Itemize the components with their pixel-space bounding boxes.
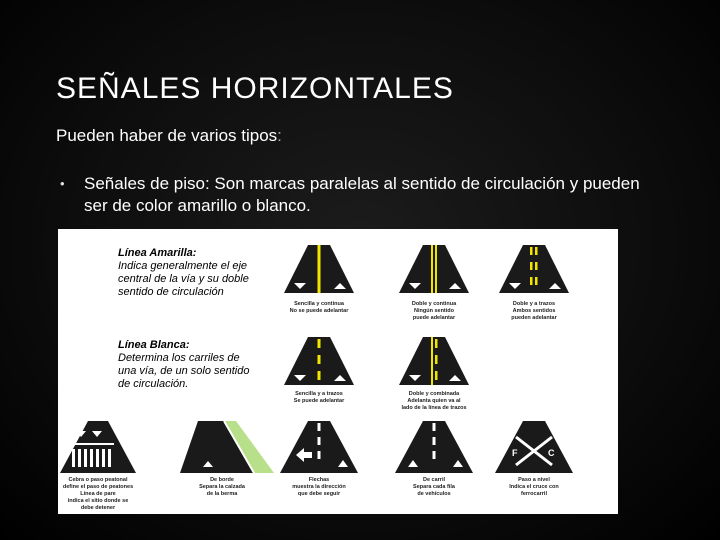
caption-line: Doble y combinada — [408, 391, 460, 397]
caption-group — [63, 301, 560, 511]
road-markings-figure — [58, 229, 618, 514]
caption-line: De borde — [210, 477, 234, 483]
caption-line: muestra la dirección — [292, 484, 346, 490]
blanca-title: Línea Blanca: — [118, 339, 190, 351]
subtitle-text: Pueden haber de varios tipos — [56, 126, 278, 145]
caption-line: Sencilla y continua — [294, 301, 344, 307]
caption-line: Paso a nivel — [518, 477, 550, 483]
caption-line: Cebra o paso peatonal — [68, 477, 128, 483]
caption-line: que debe seguir — [297, 491, 341, 497]
caption-line: ferrocarril — [521, 491, 547, 497]
amarilla-line-1: Indica generalmente el eje — [118, 260, 248, 272]
amarilla-line-2: central de la vía y su doble — [118, 273, 249, 285]
rr-letter-c: C — [548, 448, 555, 458]
caption-line: Se puede adelantar — [293, 398, 345, 404]
caption-line: De carril — [422, 477, 446, 483]
caption-line: Doble y a trazos — [512, 301, 556, 307]
caption-line: Doble y continua — [411, 301, 457, 307]
caption-line: Ningún sentido — [413, 308, 455, 314]
road-railway-crossing — [495, 421, 573, 473]
caption-line: lado de la línea de trazos — [401, 405, 467, 411]
amarilla-line-3: sentido de circulación — [118, 286, 224, 298]
caption-line: puede adelantar — [412, 315, 456, 321]
road-markings-illustration — [58, 229, 618, 514]
caption-line: indica el sitio donde se — [67, 498, 129, 504]
caption-line: pueden adelantar — [511, 315, 557, 321]
caption-line: Separa la calzada — [199, 484, 245, 490]
road-single-dashed — [284, 337, 354, 385]
slide-subtitle — [56, 126, 282, 146]
bullet-text: Señales de piso: Son marcas paralelas al sentido de circulación y pueden ser de color amarillo o blanco. — [84, 174, 640, 215]
road-lane-line — [395, 421, 473, 473]
caption-line: Flechas — [308, 477, 330, 483]
caption-line: de vehículos — [417, 491, 451, 497]
rr-letter-f: F — [512, 448, 518, 458]
caption-line: No se puede adelantar — [289, 308, 349, 314]
road-single-continuous — [284, 245, 354, 293]
caption-line: Línea de pare — [80, 491, 116, 497]
bullet-marker: • — [60, 176, 65, 191]
caption-line: Indica el cruce con — [509, 484, 559, 490]
caption-line: Separa cada fila — [413, 484, 455, 490]
blanca-line-3: de circulación. — [118, 378, 189, 390]
amarilla-title: Línea Amarilla: — [118, 247, 197, 259]
subtitle-colon: : — [277, 126, 282, 145]
bullet-item — [60, 173, 640, 217]
road-double-combined — [399, 337, 469, 385]
road-double-continuous — [399, 245, 469, 293]
caption-line: debe detener — [80, 505, 116, 511]
slide-title: SEÑALES HORIZONTALES — [56, 72, 454, 105]
caption-line: Sencilla y a trazos — [295, 391, 343, 397]
road-crosswalk — [60, 421, 136, 473]
caption-line: define el paso de peatones — [62, 484, 134, 490]
caption-line: Ambos sentidos — [512, 308, 556, 314]
caption-line: Adelanta quien va al — [407, 398, 461, 404]
road-edge-line — [180, 421, 274, 473]
road-double-dashed — [499, 245, 569, 293]
caption-line: de la berma — [206, 491, 238, 497]
road-arrows — [280, 421, 358, 473]
blanca-line-1: Determina los carriles de — [118, 352, 240, 364]
blanca-line-2: una vía, de un solo sentido — [118, 365, 250, 377]
